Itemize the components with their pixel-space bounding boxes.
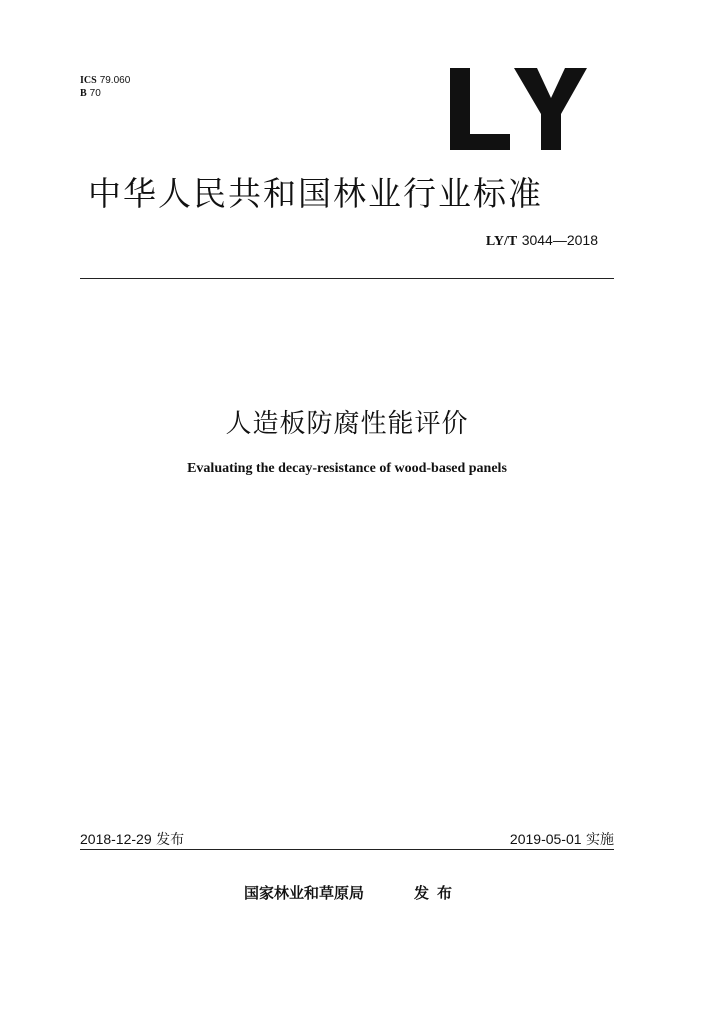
org-title: 中华人民共和国林业行业标准 (88, 174, 543, 213)
effective-label: 实施 (586, 832, 614, 848)
publish-verb: 发布 (414, 884, 461, 902)
logo-letter-y (514, 68, 587, 150)
publisher-name: 国家林业和草原局 (244, 884, 365, 902)
ics-code: 79.060 (99, 75, 131, 86)
issue-label: 发布 (156, 832, 185, 848)
standard-number (486, 232, 598, 250)
document-title-chinese: 人造板防腐性能评价 (225, 409, 469, 439)
top-divider (80, 278, 614, 279)
ics-label: ICS (80, 75, 97, 86)
classification-codes (80, 74, 130, 100)
ccs-code: 70 (89, 88, 101, 99)
ccs-label: B (80, 88, 87, 99)
logo-letter-l (450, 68, 510, 150)
bottom-divider (80, 849, 614, 850)
effective-date: 2019-05-01 (509, 831, 582, 847)
effective-date-block (510, 829, 614, 849)
issue-date: 2018-12-29 (80, 831, 152, 847)
ics-line (80, 74, 130, 87)
issue-date-block (80, 829, 184, 849)
standard-prefix: LY/T (485, 234, 518, 249)
standard-code: 3044—2018 (521, 232, 598, 248)
ccs-line (80, 87, 130, 100)
ly-logo (448, 66, 588, 152)
document-title-english: Evaluating the decay-resistance of wood-based panels (187, 461, 507, 476)
